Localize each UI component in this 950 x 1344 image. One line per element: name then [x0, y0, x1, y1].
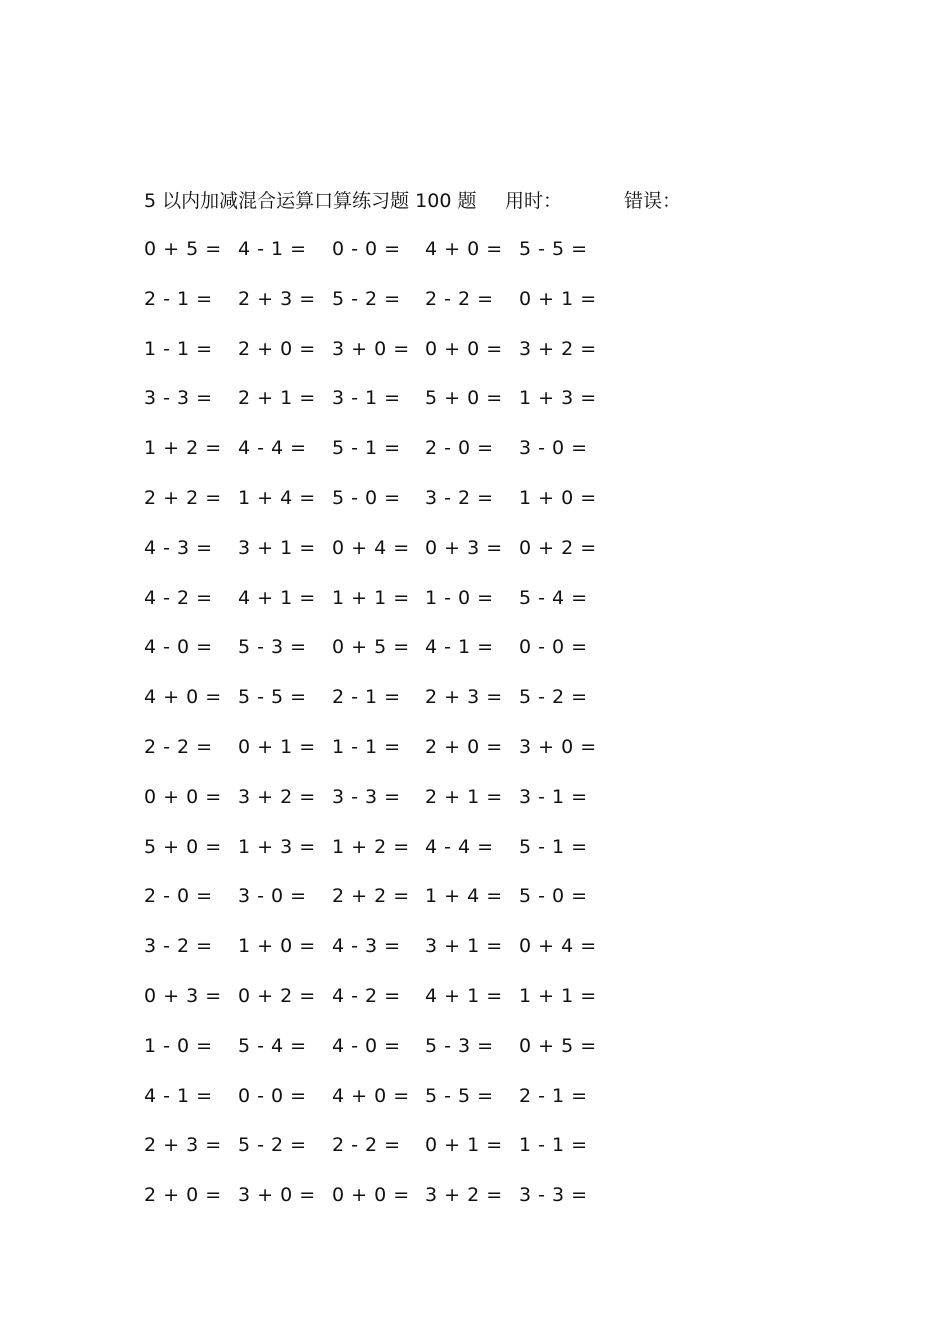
math-problem: 2 - 2 =	[144, 735, 213, 758]
problem-row	[0, 1031, 950, 1081]
worksheet-header	[0, 186, 950, 216]
math-problem: 0 + 0 =	[332, 1184, 410, 1207]
math-problem: 4 - 4 =	[425, 835, 494, 858]
math-problem: 2 + 0 =	[238, 337, 316, 360]
problem-row	[0, 334, 950, 384]
math-problem: 2 + 0 =	[144, 1184, 222, 1207]
math-problem: 1 + 2 =	[144, 437, 222, 460]
math-problem: 1 + 1 =	[332, 586, 410, 609]
math-problem: 5 - 2 =	[238, 1134, 307, 1157]
math-problem: 2 - 1 =	[144, 287, 213, 310]
math-problem: 3 - 2 =	[144, 935, 213, 958]
math-problem: 1 + 4 =	[238, 486, 316, 509]
math-problem: 0 + 4 =	[332, 536, 410, 559]
math-problem: 0 + 3 =	[425, 536, 503, 559]
math-problem: 2 + 1 =	[238, 387, 316, 410]
math-problem: 1 + 1 =	[519, 984, 597, 1007]
math-problem: 0 + 5 =	[332, 636, 410, 659]
math-problem: 0 + 0 =	[425, 337, 503, 360]
math-problem: 5 - 0 =	[332, 486, 401, 509]
error-label: 错误：	[624, 190, 682, 212]
math-problem: 1 + 0 =	[519, 486, 597, 509]
math-problem: 2 + 0 =	[425, 735, 503, 758]
math-problem: 3 + 0 =	[332, 337, 410, 360]
math-problem: 4 - 4 =	[238, 437, 307, 460]
math-problem: 3 - 1 =	[519, 785, 588, 808]
math-problem: 5 - 2 =	[519, 686, 588, 709]
math-problem: 3 + 0 =	[519, 735, 597, 758]
math-problem: 1 - 0 =	[425, 586, 494, 609]
math-problem: 3 - 1 =	[332, 387, 401, 410]
math-problem: 0 + 4 =	[519, 935, 597, 958]
math-problem: 5 - 4 =	[238, 1034, 307, 1057]
problem-row	[0, 1130, 950, 1180]
math-problem: 5 - 0 =	[519, 885, 588, 908]
math-problem: 2 - 2 =	[332, 1134, 401, 1157]
math-problem: 5 + 0 =	[144, 835, 222, 858]
math-problem: 4 + 0 =	[144, 686, 222, 709]
math-problem: 0 - 0 =	[519, 636, 588, 659]
math-problem: 1 - 1 =	[519, 1134, 588, 1157]
math-problem: 5 - 3 =	[238, 636, 307, 659]
math-problem: 0 + 5 =	[519, 1034, 597, 1057]
math-problem: 0 + 3 =	[144, 984, 222, 1007]
math-problem: 4 - 0 =	[144, 636, 213, 659]
math-problem: 4 + 1 =	[238, 586, 316, 609]
math-problem: 2 + 3 =	[144, 1134, 222, 1157]
math-problem: 3 - 3 =	[144, 387, 213, 410]
math-problem: 0 + 0 =	[144, 785, 222, 808]
math-problem: 3 - 3 =	[519, 1184, 588, 1207]
math-problem: 4 - 3 =	[332, 935, 401, 958]
math-problem: 5 - 5 =	[519, 238, 588, 260]
math-problem: 4 - 2 =	[332, 984, 401, 1007]
math-problem: 5 - 5 =	[425, 1084, 494, 1107]
math-problem: 3 + 1 =	[238, 536, 316, 559]
math-problem: 5 - 3 =	[425, 1034, 494, 1057]
math-problem: 5 - 4 =	[519, 586, 588, 609]
math-problem: 2 + 2 =	[144, 486, 222, 509]
problem-row	[0, 234, 950, 284]
time-label: 用时：	[505, 190, 563, 212]
math-problem: 4 - 0 =	[332, 1034, 401, 1057]
math-problem: 2 + 2 =	[332, 885, 410, 908]
math-problem: 4 + 1 =	[425, 984, 503, 1007]
math-problem: 4 + 0 =	[332, 1084, 410, 1107]
math-problem: 2 + 1 =	[425, 785, 503, 808]
math-problem: 2 - 2 =	[425, 287, 494, 310]
math-problem: 0 - 0 =	[238, 1084, 307, 1107]
math-problem: 3 + 1 =	[425, 935, 503, 958]
math-problem: 1 + 0 =	[238, 935, 316, 958]
problem-row	[0, 632, 950, 682]
math-problem: 1 - 0 =	[144, 1034, 213, 1057]
math-problem: 0 + 1 =	[425, 1134, 503, 1157]
math-problem: 2 - 0 =	[144, 885, 213, 908]
math-problem: 3 + 2 =	[238, 785, 316, 808]
math-problem: 2 + 3 =	[425, 686, 503, 709]
math-problem: 5 - 2 =	[332, 287, 401, 310]
problem-row	[0, 931, 950, 981]
problem-row	[0, 483, 950, 533]
math-problem: 3 - 0 =	[238, 885, 307, 908]
problem-row	[0, 583, 950, 633]
math-problem: 2 - 0 =	[425, 437, 494, 460]
problem-row	[0, 383, 950, 433]
math-problem: 3 - 2 =	[425, 486, 494, 509]
math-problem: 1 - 1 =	[144, 337, 213, 360]
math-problem: 0 - 0 =	[332, 238, 401, 260]
problem-row	[0, 881, 950, 931]
math-problem: 1 - 1 =	[332, 735, 401, 758]
math-problem: 0 + 5 =	[144, 238, 222, 260]
math-problem: 3 - 0 =	[519, 437, 588, 460]
math-problem: 4 - 1 =	[425, 636, 494, 659]
math-problem: 0 + 2 =	[238, 984, 316, 1007]
math-problem: 0 + 2 =	[519, 536, 597, 559]
math-problem: 3 - 3 =	[332, 785, 401, 808]
problem-grid	[0, 234, 950, 1230]
math-problem: 4 - 1 =	[144, 1084, 213, 1107]
math-problem: 5 - 5 =	[238, 686, 307, 709]
math-problem: 0 + 1 =	[519, 287, 597, 310]
problem-row	[0, 1180, 950, 1230]
math-problem: 1 + 2 =	[332, 835, 410, 858]
math-problem: 3 + 2 =	[425, 1184, 503, 1207]
math-problem: 4 - 2 =	[144, 586, 213, 609]
problem-row	[0, 682, 950, 732]
math-problem: 5 + 0 =	[425, 387, 503, 410]
math-problem: 2 + 3 =	[238, 287, 316, 310]
math-problem: 3 + 2 =	[519, 337, 597, 360]
problem-row	[0, 981, 950, 1031]
math-problem: 4 - 1 =	[238, 238, 307, 260]
math-problem: 1 + 3 =	[238, 835, 316, 858]
math-problem: 1 + 4 =	[425, 885, 503, 908]
problem-row	[0, 433, 950, 483]
math-problem: 5 - 1 =	[332, 437, 401, 460]
math-problem: 5 - 1 =	[519, 835, 588, 858]
math-problem: 2 - 1 =	[519, 1084, 588, 1107]
math-problem: 0 + 1 =	[238, 735, 316, 758]
problem-row	[0, 1081, 950, 1131]
math-problem: 4 - 3 =	[144, 536, 213, 559]
math-problem: 4 + 0 =	[425, 238, 503, 260]
math-problem: 1 + 3 =	[519, 387, 597, 410]
problem-row	[0, 533, 950, 583]
math-problem: 3 + 0 =	[238, 1184, 316, 1207]
problem-row	[0, 284, 950, 334]
problem-row	[0, 782, 950, 832]
math-problem: 2 - 1 =	[332, 686, 401, 709]
problem-row	[0, 732, 950, 782]
problem-row	[0, 832, 950, 882]
worksheet-title: 5 以内加减混合运算口算练习题 100 题	[144, 190, 477, 212]
